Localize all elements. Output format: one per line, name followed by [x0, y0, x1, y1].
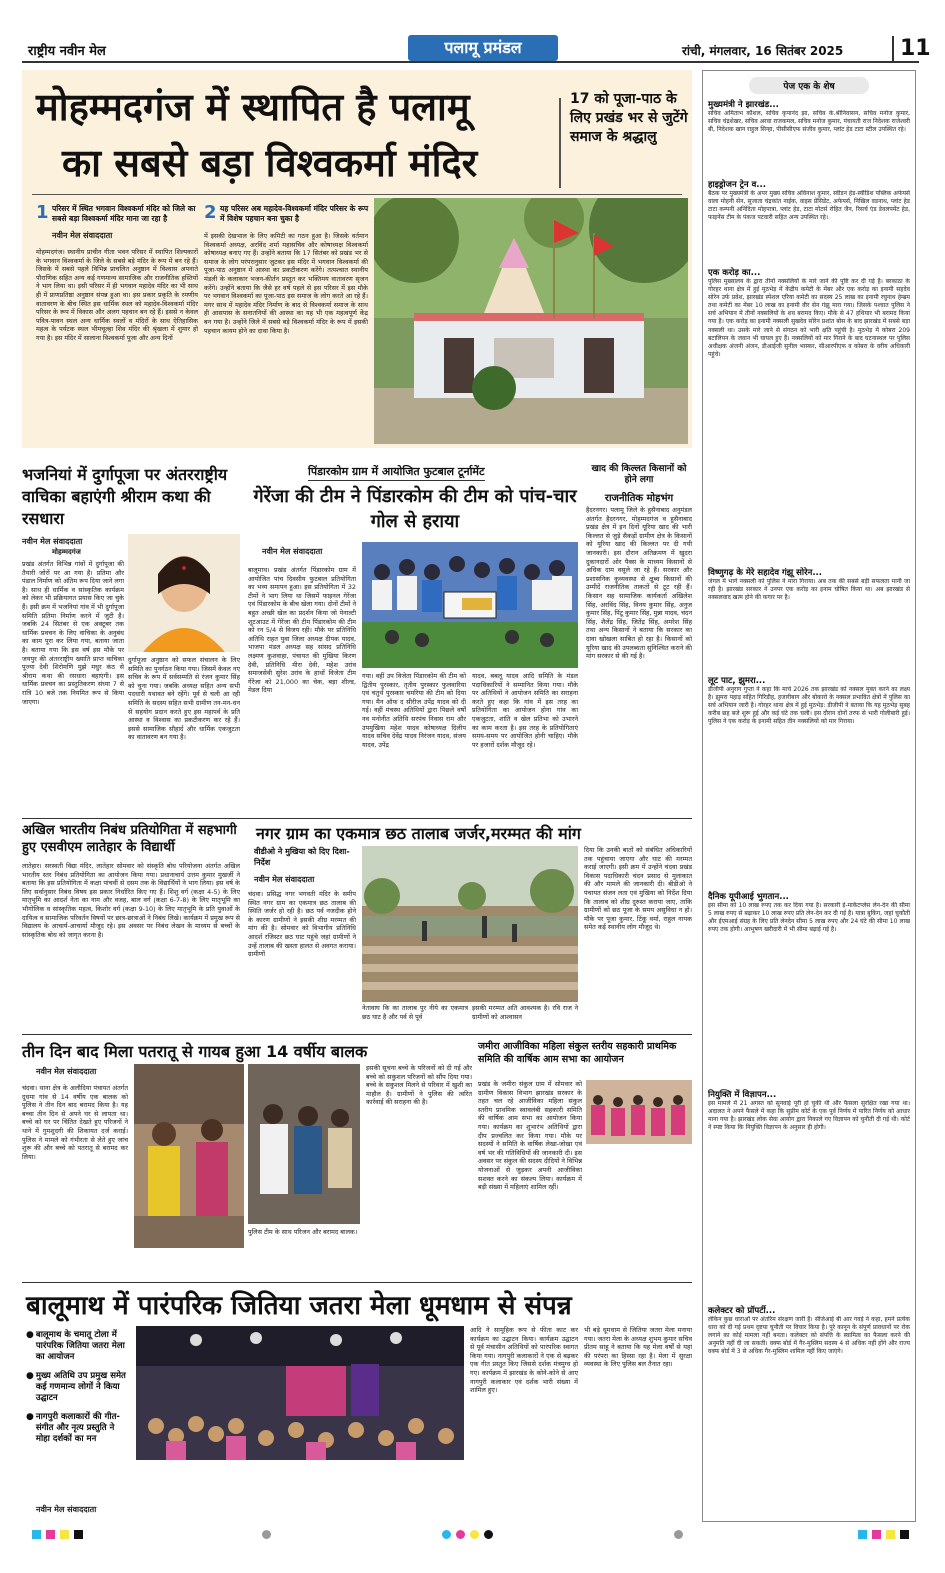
cyan-dot — [442, 1530, 451, 1539]
speaker-photo — [128, 534, 240, 652]
sidebar-continuations — [702, 70, 916, 1522]
crosshair-icon — [262, 1530, 271, 1539]
khad-story — [586, 464, 692, 816]
sidebar-section — [708, 267, 910, 562]
section-title: पलामू प्रमंडल — [444, 38, 522, 57]
pond-photo — [362, 846, 578, 1002]
magenta-dot — [456, 1530, 465, 1539]
essay-story — [22, 822, 240, 1030]
sidebar-tab-label: पेज एक के शेष — [783, 82, 835, 92]
lead-side-deck: 17 को पूजा-पाठ के लिए प्रखंड भर से जुटेंगे समाज के श्रद्धालु — [570, 91, 688, 145]
sidebar-section-head: हाइड्रोजन ट्रेन व... — [708, 180, 766, 190]
sidebar-section-text: डीजीपी अनुराग गुप्ता ने कहा कि मार्च 2026 तक झारखंड को नक्सल मुक्त करने का लक्ष्य है। झुमरा पहाड़ सहित गिरिडीह, हजारीबाग और बोकारो के नक्सल प्रभावित क्षेत्रों में पुलिस का सर्च अभियान जारी है। गोरहर थाना क्षेत्र में हुई मुठभेड़: डीजीपी ने बताया कि यह मुठभेड़ सुबह करीब छह बजे शुरू हुई और कई घंटे तक चली। इस दौरान दोनों तरफ से भारी गोलीबारी हुई। पुलिस ने एक करोड़ के इनामी सहित तीन नक्सलियों को मार गिराया। — [708, 686, 910, 726]
sidebar-section-head: मुख्यमंत्री ने झारखंड... — [708, 100, 779, 110]
sidebar-section — [708, 891, 910, 1084]
sidebar-section-text: बैठक पर मुख्यमंत्री के अपर मुख्य सचिव अविनाश कुमार, स्वीडन हेड-स्वीडिश पब्लिक अफेयर्स वाला मोहनी सेन, सुजाता चंद्रकांत नाईक, वाइस प्रेसिडेंट, अफेयर्स, निखिल वडनाथ, प्लांट हेड टाटा कम्पनी अनिंदिता मोहपात्रा, प्लांट हेड, टाटा मोटर्स रोहित जैन, रिसर्च एंड डेवलपमेंट हेड, फाइनेंस टीम के पंकज पटवारी सहित अन्य उपस्थित रहे। — [708, 190, 910, 222]
durga-byline: नवीन मेल संवाददाता — [22, 537, 83, 546]
jitiya-photo — [136, 1326, 464, 1460]
khad-kicker: खाद की किल्लत किसानों को होने लगा — [591, 464, 687, 485]
durga-column-2: दुर्गापूजा अनुष्ठान को सफल संचालन के लिए समिति का पुनर्गठन किया गया। जिसमें केवल नए सचिव के रूप में सर्वसम्मति से रंजन कुमार सिंह को चुना गया। जबकि अध्यक्ष सहित अन्य सभी पदधारी यथावत बने रहेंगे। पूर्व से चली आ रही समिति के सदस्य सहित सभी ग्रामीण तन-मन-धन से सहयोग प्रदान करते हुए इस महापर्व के प्रति आस्था व विश्वास का प्रकटीकरण कर रहे हैं। इससे सामाजिक सौहार्द और धार्मिक एकजुटता का वातावरण बन गया है। — [128, 656, 240, 742]
jitiya-column-1: आदि ने सामूहिक रूप से फीता काट कर कार्यक्रम का उद्घाटन किया। कार्यक्रम उद्घाटन से पूर्व मंचासीन अतिथियों को पारंपरिक स्वागत किया गया। नागपुरी कलाकारों ने एक से बढ़कर एक गीत प्रस्तुत किए जिससे दर्शक मंत्रमुग्ध हो गए। कार्यक्रम में झारखंड के कोने-कोने से आए नागपुरी कलाकार एवं दर्शक भारी संख्या में शामिल हुए। — [470, 1326, 578, 1395]
masthead — [22, 35, 931, 63]
lead-point-1-number: 1 — [36, 202, 49, 223]
chhath-byline: नवीन मेल संवाददाता — [254, 875, 315, 884]
durga-story — [22, 464, 240, 816]
sidebar-section — [708, 567, 910, 670]
missing-caption: पुलिस टीम के साथ परिजन और बरामद बालक। — [248, 1228, 358, 1236]
missing-photo-1 — [134, 1064, 244, 1248]
missing-headline: तीन दिन बाद मिला पतरातू से गायब हुआ 14 वर्षीय बालक — [22, 1042, 368, 1061]
jitiya-bullet-3: ● नागपुरी कलाकारों की गीत-संगीत और नृत्य प्रस्तुति ने मोहा दर्शकों का मन — [26, 1412, 120, 1444]
lead-point-2: यह परिसर अब महादेव-विश्वकर्मा मंदिर परिसर के रूप में विशेष पहचान बना चुका है — [220, 204, 369, 223]
khad-headline: राजनीतिक मोहभंग — [604, 493, 674, 504]
black-swatch — [74, 1530, 83, 1539]
sidebar-section-head: एक करोड़ का... — [708, 268, 761, 278]
sidebar-section-head: विष्णुगढ़ के मेरे सहादेव गंझू सोरेन... — [708, 568, 823, 578]
essay-text: लातेहार। सरस्वती विद्या मंदिर, लातेहार सोमवार को संस्कृति बोध परियोजना अंतर्गत अखिल भारतीय स्तर निबंध प्रतियोगिता का आयोजन किया गया। प्रधानाचार्य उत्तम कुमार मुखर्जी ने बताया कि इस प्रतियोगिता में कक्षा पांचवीं से दसम तक के विद्यार्थियों ने भाग लिया। इस वर्ष के लिए सर्वानुसार निबंध विषय इस प्रकार निर्धारित किए गए हैं। शिशु वर्ग (कक्षा 4-5) के लिए मातृभूमि का आदर्श नेता का नाम और वजह, बाल वर्ग (कक्षा 6-7-8) के लिए मातृभूमि का भौगोलिक व सांस्कृतिक महत्व, किशोर वर्ग (कक्षा 9-10) के लिए मातृभूमि के प्रति युवाओं के दायित्व व सामाजिक परिवर्तन विषयों पर छात्र-छात्राओं ने निबंध लिखे। कार्यक्रम में प्रमुख रूप से विद्यालय के आचार्य-आचार्या मौजूद रहे। इस अवसर पर निबंध लेखन के माध्यम से बच्चों के सांस्कृतिक बोध को जागृत करना है। — [22, 862, 240, 939]
cyan-swatch — [32, 1530, 41, 1539]
jitiya-byline: नवीन मेल संवाददाता — [36, 1505, 97, 1514]
sidebar-section — [708, 1089, 910, 1300]
lead-column-2: में इसकी देखभाल के लिए कमिटी का गठन हुआ है। जिसके वर्तमान विश्वकर्मा अध्यक्ष, अरविंद शर्मा महासचिव और कोषाध्यक्ष विश्वकर्मा कोषाध्यक्ष बनाए गए हैं। उन्होंने बताया कि 17 सितंबर को प्रखंड भर से समाज के लोग परंपरानुसार जुटकर इस मंदिर में भगवान विश्वकर्मा की पूजा-पाठ अनुष्ठान में आस्था का प्रकटीकरण करेंगे। तत्पश्चात स्थानीय मंडली के कलाकार भजन-कीर्तन प्रस्तुत कर भक्तिमय वातावरण सृजन करेंगे। उन्होंने बताया कि जैसे हर वर्ष पहले से इस परिसर में इस मौके पर भगवान विश्वकर्मा का पूजा-पाठ इस समाज के लोग करते आ रहे हैं। मगर साथ में महादेव मंदिर निर्माण के बाद से विश्वकर्मा समाज के साथ ही आसपास के सनातनियों की आस्था का यह भी एक महत्वपूर्ण केंद्र बन गया है। उन्होंने जिले में सबसे बड़े विश्वकर्मा मंदिर के रूप में इसकी पहचान कायम होने का दावा किया है। — [204, 232, 368, 335]
chhath-headline: नगर ग्राम का एकमात्र छठ तालाब जर्जर,मरम्मत की मांग — [256, 824, 581, 843]
chhath-story — [248, 822, 692, 1030]
bullet-icon: ● — [26, 1371, 34, 1381]
durga-headline: भजनियां में दुर्गापूजा पर अंतरराष्ट्रीय वाचिका बहाएंगी श्रीराम कथा की रसधारा — [22, 465, 228, 528]
yellow-swatch — [60, 1530, 69, 1539]
football-team-photo — [362, 542, 578, 668]
missing-photo-2 — [248, 1064, 360, 1224]
date-line: रांची, मंगलवार, 16 सितंबर 2025 — [682, 44, 844, 58]
sidebar-section-text: सचिव अमिताभ कौशल, सचिव कृपानंद झा, सचिव के.श्रीनिवासन, सचिव मनोज कुमार, सचिव चंद्रशेखर, सचिव अरवा राजकमल, सचिव मनोज कुमार, पंचायती राज निदेशक राजेश्वरी बी, निदेशक खान राहुल सिन्हा, पीसीसीएफ संजीव कुमार, प्लांट हेड टाटा स्टील उपस्थित रहे। — [708, 110, 910, 134]
section-banner — [408, 35, 558, 61]
durga-dateline: मोहम्मदगंज — [52, 548, 81, 556]
lead-column-1: मोहम्मदगंज। स्थानीय प्राचीन गीता भवन परिसर में स्थापित शिल्पकारों के भगवान विश्वकर्मा के जिले के सबसे बड़े मंदिर के रूप में बन रहे हैं। जिसके में सबसे पहले विभिन्न प्राचलित अनुष्ठान में विश्वास अपनाते पौराणिक सहित अन्य कई गणमान्य सामाजिक और राजनीतिक हस्तियों ने भाग लिया था। इसी परिसर में ही भगवान महादेव मंदिर का भी साथ ही में प्राणप्रतिष्ठा अनुष्ठान संपन्न हुआ था। इस प्रकार प्रकृति के रमणीय वातावरण के बीच स्थित इस धार्मिक स्थल को महादेव-विश्वकर्मा मंदिर परिसर के रूप में विकास और अलग पहचान बन रहे हैं। इससे न केवल पवित्र-पावन स्थल अन्य धार्मिक स्थलों व मंदिरों के साथ ऐतिहासिक महत्व के पर्यटक स्थल भीमचूल्हा शिव मंदिर की श्रृंखला में शुमार हो गया है। इस मंदिर में सालाना विश्वकर्मा पूजा और अन्य दिनों — [36, 248, 198, 342]
football-byline: नवीन मेल संवाददाता — [262, 547, 323, 556]
chhath-column-2: दिया कि उनकी बातों को संबंधित अधिकारियों तक पहुंचाया जाएगा और घाट की मरम्मत कराई जाएगी। इसी क्रम में उन्होंने चंदवा प्रखंड विकास पदाधिकारी चंदन प्रसाद से मुलाकात की और मामले की जानकारी दी। बीडीओ ने पंचायत संजन लता एवं मुखिया को निर्देश दिया कि तालाब को शीघ्र दुरुस्त कराया जाए, ताकि ग्रामीणों को छठ पूजा के समय असुविधा न हो। मौके पर पूजा कुमार, टिंकू वर्मा, राहुल नायक समेत कई स्थानीय लोग मौजूद थे। — [584, 846, 692, 932]
chhath-caption-left: नेतावाघ कि का तालाब पुर नीये का एकमात्र छठ घाट है और पर्व से पूर्व — [362, 1004, 468, 1021]
lead-headline-1: मोहम्मदगंज में स्थापित है पलामू — [36, 85, 470, 129]
khad-text: हैदरनगर। पलामू जिले के हुसैनाबाद अनुमंडल अंतर्गत हैदरनगर, मोहम्मदगंज व हुसैनाबाद प्रखंड क्षेत्र में इन दिनों यूरिया खाद की भारी किल्लत से जुड़े सैकड़ों ग्रामीण क्षेत्र के किसानों को यूरिया खाद की किल्लत पर दी गयी जानकारी। इस दौरान अतिक्रमण में खुदरा दुकानदारों ओर पैक्स के माध्यम किसानों से अधिक दाम वसूले जा रहे हैं। सरकार और प्रशासनिक कुव्यवस्था से क्षुब्ध किसानों की उम्मीदें राजनीतिक ताकतों से टूट रही हैं। किसान सह सामाजिक कार्यकर्ता अखिलेश सिंह, अरविंद सिंह, विनय कुमार सिंह, अनुज कुमार सिंह, पिंटू कुमार सिंह, मुन्ना यादव, चंदन सिंह, शैलेंद्र सिंह, जितेंद्र सिंह, अमरेश सिंह तथा अन्य किसानों ने बताया कि सरकार का दावा खोखला साबित हो रहा है। किसानों को यूरिया खाद की उपलब्धता सुनिश्चित कराने की मांग सरकार से की गई है। — [586, 506, 692, 661]
paper-name: राष्ट्रीय नवीन मेल — [28, 44, 106, 59]
sidebar-section-text: लेकिन कुछ धाराओं पर अंतरिम संरक्षण जारी है। सीजेआई बी आर गवई ने कहा, हमने प्रत्येक धारा को दी गई प्रथम दृष्टया चुनौती पर विचार किया है। पूरे कानून के संपूर्ण प्रावधानों पर रोक लगाने का कोई मामला नहीं बनता। कलेक्टर को संपत्ति के स्वामित्व का फैसला करने की अनुमति नहीं दी जा सकती। वक्फ बोर्ड में गैर-मुस्लिम सदस्य 4 से अधिक नहीं होंगे और राज्य वक्फ बोर्ड में 3 से अधिक गैर-मुस्लिम शामिल नहीं किए जाएंगे। — [708, 1316, 910, 1356]
black-dot — [484, 1530, 493, 1539]
durga-column-1: प्रखंड अंतर्गत विभिन्न गांवों में दुर्गापूजा की तैयारी जोरों पर आ गया है। प्रतिमा और पंडाल निर्माण को अंतिम रूप दिया जाने लगा है। साथ ही धार्मिक व सांस्कृतिक कार्यक्रम को लेकर भी प्रक्रियागत प्रयास किए जा चुके हैं। इसी क्रम में भजनियां गांव में भी दुर्गापूजा समिति प्रतिमा निर्माण करने में जुटी है। जबकि 24 सितंबर से एक अक्टूबर तक धार्मिक प्रवचन के लिए वाचिका के अनुबंध का काम पूरा कर लिया गया, बताया जाता है। बताया गया कि इस वर्ष इस मौके पर जयपुर की अंतरराष्ट्रीय ख्याति प्राप्त वाचिका पूज्या देवी शिरोमणि मुझे मधुर कंठ से श्रीराम कथा की रसधारा बहाएंगी। इस धार्मिक प्रवचन का प्रस्तुतिकरण संध्या 7 से रात्रि 10 बजे तक नियमित रूप से किया जाएगा। — [22, 560, 124, 706]
jitiya-bullets — [26, 1330, 130, 1453]
essay-headline: अखिल भारतीय निबंध प्रतियोगिता में सहभागी हुए एसवीएम लातेहार के विद्यार्थी — [22, 823, 237, 855]
temple-photo — [374, 198, 688, 444]
lead-headline-2: का सबसे बड़ा विश्वकर्मा मंदिर — [62, 141, 478, 185]
sidebar-section-head: दैनिक यूपीआई भुगतान... — [708, 892, 789, 902]
row-divider-2 — [22, 1034, 692, 1035]
magenta-swatch — [872, 1530, 881, 1539]
sidebar-section-text: जंगल में भागे नक्सली को पुलिस ने मारा गिराया। अब तक की सबसे बड़ी सफलता मानी जा रही है। झारखंड सरकार ने उनपर एक करोड़ का इनाम घोषित किया था। अब झारखंड से नक्सलवाद खत्म होने की कगार पर है। — [708, 578, 910, 602]
sidebar-section — [708, 179, 910, 262]
missing-byline: नवीन मेल संवाददाता — [36, 1067, 97, 1076]
football-column-1: बालूमाथ। प्रखंड अंतर्गत पिंडारकोम ग्राम में आयोजित पांच दिवसीय फुटबाल प्रतियोगिता का भव्य समापन हुआ। इस प्रतियोगिता में 32 टीमों ने भाग लिया था जिसमें फाइनल गेरेंजा एवं पिंडारकोम के बीच खेला गया। दोनों टीमों ने बहुत अच्छी खेल का प्रदर्शन किया जो पेनाल्टी शूटआउट में गेरेंजा की टीम पिंडारकोम की टीम को रन 5/4 से विजय रही। मौके पर प्रतिनिधि अतिथि राहत युवा जिला अध्यक्ष दीपक यादव, भाजपा मंडल अध्यक्ष सह सांसद प्रतिनिधि लक्ष्मण कुशवाहा, पंचायत की मुखिया किरण देवी, प्रतिनिधि मीरा देवी, महेश उरांव समाजसेवी सुरेश उरांव के हाथों विजेता टीम गेरेंजा को 21,000 का चेक, बड़ा शील्ड, मेडल दिया — [248, 566, 356, 695]
missing-column-2: इसकी सूचना बच्चे के परिजनों को दी गई और बच्चे को सकुशल परिजनों को सौंप दिया गया। बच्चे के सकुशल मिलने से परिवार में खुशी का माहौल है। ग्रामीणों ने पुलिस की त्वरित कार्रवाई की सराहना की है। — [366, 1064, 472, 1107]
jitiya-headline: बालूमाथ में पारंपरिक जितिया जतरा मेला धूमधाम से संपन्न — [26, 1291, 572, 1321]
jitiya-bullet-2: ● मुख्य अतिथि उप प्रमुख समेत कई गणमान्य लोगों ने किया उद्घाटन — [26, 1371, 126, 1403]
sidebar-section-head: कलेक्टर को प्रॉपर्टी... — [708, 1306, 776, 1316]
sidebar-section-text: इस मामले में 21 अगस्त को सुनवाई पूरी हो चुकी थी और फैसला सुरक्षित रखा गया था। अदालत ने अपने फैसले में कहा कि सुप्रीम कोर्ट के एक पूर्व निर्णय में पारित निर्णय को आधार माना गया है। झारखंड लोक सेवा आयोग द्वारा निकाले गए विज्ञापन को चुनौती दी गई थी। कोर्ट ने स्पष्ट किया कि नियुक्ति विज्ञापन के अनुसार ही होगी। — [708, 1100, 910, 1132]
deck-divider — [559, 98, 561, 188]
mahila-text: प्रखंड के जमीरा संकुल ग्राम में सोमवार को ग्रामीण विकास विभाग झारखंड सरकार के तहत चल रहे आजीविका महिला संकुल स्तरीय प्राथमिक स्वावलंबी सहकारी समिति की वार्षिक आम सभा का आयोजन किया गया। कार्यक्रम का शुभारंभ अतिथियों द्वारा दीप प्रज्वलित कर किया गया। मौके पर सदस्यों ने समिति के वार्षिक लेखा-जोखा एवं वर्ष भर की गतिविधियों की जानकारी दी। इस अवसर पर संकुल की सदस्य दीदियों ने विभिन्न योजनाओं से जुड़कर अपनी आजीविका सशक्त करने का संकल्प लिया। कार्यक्रम में बड़ी संख्या में महिलाएं शामिल रहीं। — [478, 1080, 582, 1192]
lead-point-2-number: 2 — [204, 202, 217, 223]
page-number: 11 — [892, 36, 931, 61]
yellow-swatch — [886, 1530, 895, 1539]
black-swatch — [900, 1530, 909, 1539]
football-headline: गेरेंजा की टीम ने पिंडारकोम की टीम को पांच-चार गोल से हराया — [253, 486, 577, 532]
sidebar-section-text: पुलिस मुख्यालय के द्वारा तीनों नक्सलियों के मारे जाने की पुष्टि कर दी गई है। बरकाठा के गोरहर थाना क्षेत्र में हुई मुठभेड़ में केंद्रीय कमेटी के मेंबर और एक करोड़ का इनामी सहदेव सोरेन उर्फ प्रवेश, झारखंड स्पेशल एरिया कमेटी का सदस्य 25 लाख का इनामी रघुनाथ हेम्ब्रम तथा कमेटी का मेंबर 10 लाख का इनामी वीर सेन गंझू मारा गया। जिसके पश्चात पुलिस ने सर्च अभियान में तीनों नक्सलियों के शव बरामद किए। मौके से 47 हथियार भी बरामद किया गया है। एक करोड़ का इनामी नक्सली सुखदेव सोरेन प्रशांत बोस के बाद झारखंड में सबसे बड़ा नक्सली था। उसके मारे जाने से संगठन को भारी क्षति पहुंची है। मुठभेड़ में कोबरा 209 बटालियन के जवान भी घायल हुए हैं। नक्सलियों को मार गिराने के बाद घटनास्थल पर पुलिस अधीक्षक अंजनी अंजन, डीआईजी सुनील भास्कर, सीआरपीएफ व कोबरा के वरीय अधिकारी पहुंचे। — [708, 278, 910, 358]
chhath-column-1: चंदवा। प्रसिद्ध नगर भगवती मंदिर के समीप स्थित नगर ग्राम का एकमात्र छठ तालाब की स्थिति जर्जर हो रही है। छठ पर्व नजदीक होने के कारण ग्रामीणों ने इसकी शीघ्र मरम्मत की मांग की है। सोमवार को विभागीय प्रतिनिधि आदर्श रजिस्टर छठ घाट पहुंचे जहां ग्रामीणों ने उन्हें तालाब की खस्ता हालत से अवगत कराया। ग्रामीणों — [248, 890, 356, 959]
jitiya-bullet-1: ● बालूमाथ के चमातू टोला में पारंपरिक जितिया जतरा मेला का आयोजन — [26, 1330, 125, 1362]
football-kicker: पिंडारकोम ग्राम में आयोजित फुटबाल टूर्नामेंट — [308, 464, 485, 481]
sidebar-section — [708, 99, 910, 174]
mahila-headline: जमीरा आजीविका महिला संकुल स्तरीय सहकारी प्राथमिक समिति की वार्षिक आम सभा का आयोजन — [478, 1041, 677, 1065]
sidebar-section-head: नियुक्ति में विज्ञापन... — [708, 1090, 777, 1100]
yellow-dot — [470, 1530, 479, 1539]
bullet-icon: ● — [26, 1412, 34, 1422]
football-story — [248, 464, 578, 816]
registration-marks-bottom — [22, 1528, 919, 1542]
missing-story — [22, 1040, 472, 1278]
sidebar-section — [708, 1305, 910, 1496]
missing-column-1: चंदवा। थाना क्षेत्र के अलौदिया पंचायत अंतर्गत दुधमा गांव से 14 वर्षीय एक बालक को पुलिस ने तीन दिन बाद बरामद किया है। यह बच्चा तीन दिन से अपने घर से लापता था। बच्चे को घर पर चिंतित देखते हुए परिजनों ने थाने में गुमशुदगी की शिकायत दर्ज कराई। पुलिस ने मामले को गंभीरता से लेते हुए जांच शुरू की और बच्चे को पतरातू से बरामद कर लिया। — [22, 1084, 128, 1161]
chhath-caption-right: इसकी मरम्मत अति आवश्यक है। रवि राज ने ग्रामीणों को आश्वासन — [472, 1004, 578, 1021]
lead-rule — [32, 194, 682, 195]
row-divider-1 — [22, 818, 692, 819]
lead-byline: नवीन मेल संवाददाता — [52, 231, 113, 240]
jitiya-column-2: भी बड़े धूमधाम से जितिया जतरा मेला मनाया गया। जतरा मेला के अध्यक्ष शुभम कुमार सचिव प्रीतम साहू ने बताया कि यह मेला वर्षों से यहां की परंपरा का हिस्सा रहा है। मेला में सुरक्षा व्यवस्था के लिए पुलिस बल तैनात रहा। — [584, 1326, 692, 1369]
football-column-2: गया। वहीं उप विजेता पिंडारकोम की टीम को द्वितीय पुरस्कार, तृतीय पुरस्कार फुलवारिया एवं चतुर्थ पुरस्कार चमरिया की टीम को दिया गया। मैन ऑफ द सीरीज उपेंद्र यादव को दी गई। वहीं मंचस्थ अतिथियों द्वारा पिछले वर्षों नव मनोनीत अतिथि सरपंच निवास राम और उपमुखिया महेश यादव कोषाध्यक्ष दिलीप यादव सचिव देवेंद्र यादव निरंजन यादव, संजय यादव, उपेंद्र — [362, 672, 466, 749]
lead-point-1: परिसर में स्थित भगवान विश्वकर्मा मंदिर को जिले का सबसे बड़ा विश्वकर्मा मंदिर माना जा रहा है — [52, 204, 196, 223]
lead-story — [22, 70, 692, 448]
jitiya-story — [22, 1286, 692, 1524]
sidebar-tab — [749, 77, 869, 94]
crosshair-icon — [674, 1530, 683, 1539]
sidebar-section-text: इस सीमा को 10 लाख रुपए तक कर दिया गया है। सरकारी ई-मार्केटप्लेस लेन-देन की सीमा 5 लाख रुपए से बढ़ाकर 10 लाख रुपए प्रति लेन-देन कर दी गई है। यात्रा बुकिंग, जहां चुकौती और ईएमआई संग्रह के लिए प्रति लेनदेन सीमा 5 लाख रुपए और 24 घंटे की सीमा 10 लाख रुपए तक होगी। आभूषण खरीदारी में भी सीमा बढ़ाई गई है। — [708, 902, 910, 934]
bullet-icon: ● — [26, 1330, 34, 1340]
football-column-3: यादव, बबलू यादव आदि समिति के मंडल पदाधिकारियों ने सम्मानित किया गया। मौके पर अतिथियों ने आयोजन समिति का सराहना करते हुए कहा कि गांव में इस तरह का प्रतियोगिता का आयोजन होना गांव का एकजुटता, शांति व खेल प्रतिभा को उभारने का काम करता है। इस तरह के प्रतियोगिताएं समय-समय पर आयोजित होनी चाहिए। मौके पर हजारों दर्शक मौजूद रहे। — [472, 672, 578, 749]
row-divider-3 — [22, 1282, 692, 1283]
sidebar-section — [708, 675, 910, 886]
chhath-deck: वीडीओ ने मुखिया को दिए दिशा-निर्देश — [254, 847, 350, 867]
sidebar-section-head: लूट पाट, झुमरा... — [708, 676, 766, 686]
mahila-story — [478, 1040, 692, 1278]
cyan-swatch — [858, 1530, 867, 1539]
mahila-photo — [586, 1080, 692, 1144]
magenta-swatch — [46, 1530, 55, 1539]
